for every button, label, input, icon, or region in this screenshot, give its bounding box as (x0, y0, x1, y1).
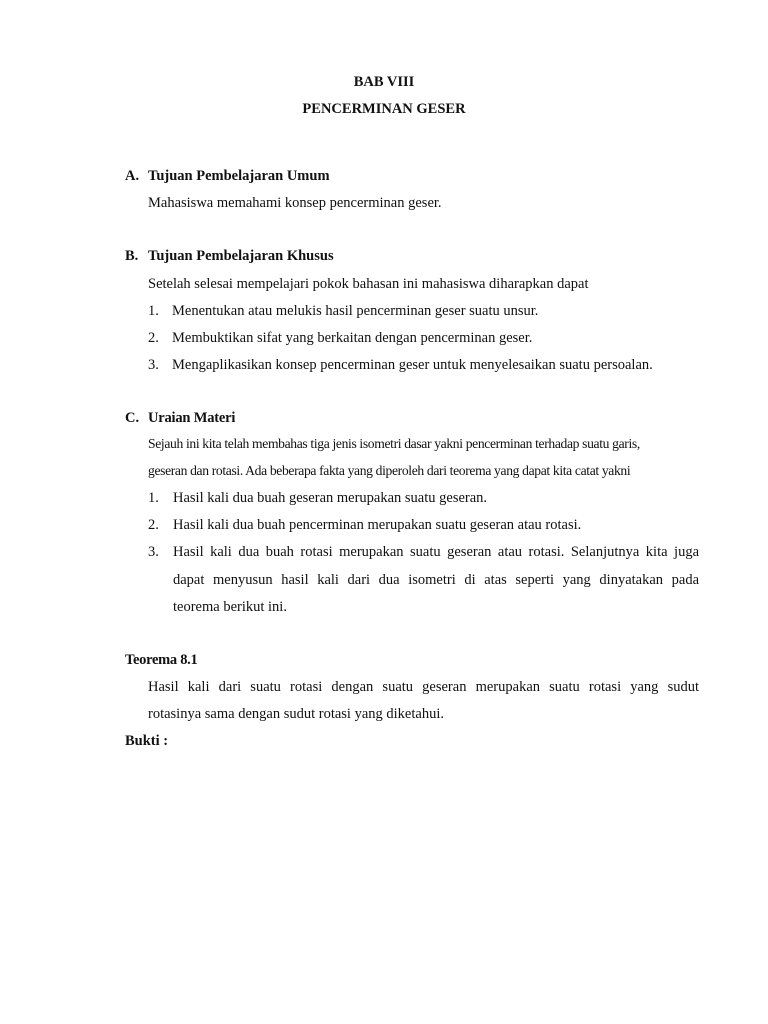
list-item-number: 1. (148, 303, 159, 319)
list-item-text-continued: dapat menyusun hasil kali dari dua isometri di atas seperti yang dinyatakan pada (173, 572, 699, 588)
section-a-heading: Tujuan Pembelajaran Umum (148, 168, 330, 184)
list-item-number: 3. (148, 357, 159, 373)
proof-label: Bukti : (125, 733, 169, 749)
list-item-number: 1. (148, 490, 159, 506)
section-c-heading: Uraian Materi (148, 410, 236, 426)
list-item-text: Membuktikan sifat yang berkaitan dengan pencerminan geser. (172, 330, 533, 346)
list-item-text: Menentukan atau melukis hasil pencerminan geser suatu unsur. (172, 303, 539, 319)
list-item-text: Mengaplikasikan konsep pencerminan geser untuk menyelesaikan suatu persoalan. (172, 357, 653, 373)
section-b-intro: Setelah selesai mempelajari pokok bahasan ini mahasiswa diharapkan dapat (148, 276, 589, 292)
list-item-text-continued: teorema berikut ini. (173, 599, 287, 615)
chapter-title: PENCERMINAN GESER (302, 101, 466, 117)
theorem-text-line-2: rotasinya sama dengan sudut rotasi yang diketahui. (148, 706, 444, 722)
section-b-heading: Tujuan Pembelajaran Khusus (148, 248, 334, 264)
section-c-letter: C. (125, 410, 140, 426)
list-item-number: 2. (148, 330, 159, 346)
section-c-paragraph-line-1: Sejauh ini kita telah membahas tiga jenis isometri dasar yakni pencerminan terhadap suatu garis, (148, 436, 640, 451)
list-item-text: Hasil kali dua buah geseran merupakan suatu geseran. (173, 490, 488, 506)
section-a-letter: A. (125, 168, 140, 184)
theorem-text-line-1: Hasil kali dari suatu rotasi dengan suatu geseran merupakan suatu rotasi yang sudut (148, 679, 699, 695)
section-a-text: Mahasiswa memahami konsep pencerminan geser. (148, 195, 442, 211)
theorem-title: Teorema 8.1 (125, 652, 198, 668)
list-item-number: 2. (148, 517, 159, 533)
section-b-letter: B. (125, 248, 139, 264)
list-item-text: Hasil kali dua buah pencerminan merupakan suatu geseran atau rotasi. (173, 517, 582, 533)
list-item-text: Hasil kali dua buah rotasi merupakan suatu geseran atau rotasi. Selanjutnya kita juga (173, 544, 699, 560)
list-item-number: 3. (148, 544, 159, 560)
chapter-number: BAB VIII (353, 74, 415, 90)
section-c-paragraph-line-2: geseran dan rotasi. Ada beberapa fakta yang diperoleh dari teorema yang dapat kita catat yakni (148, 463, 631, 478)
